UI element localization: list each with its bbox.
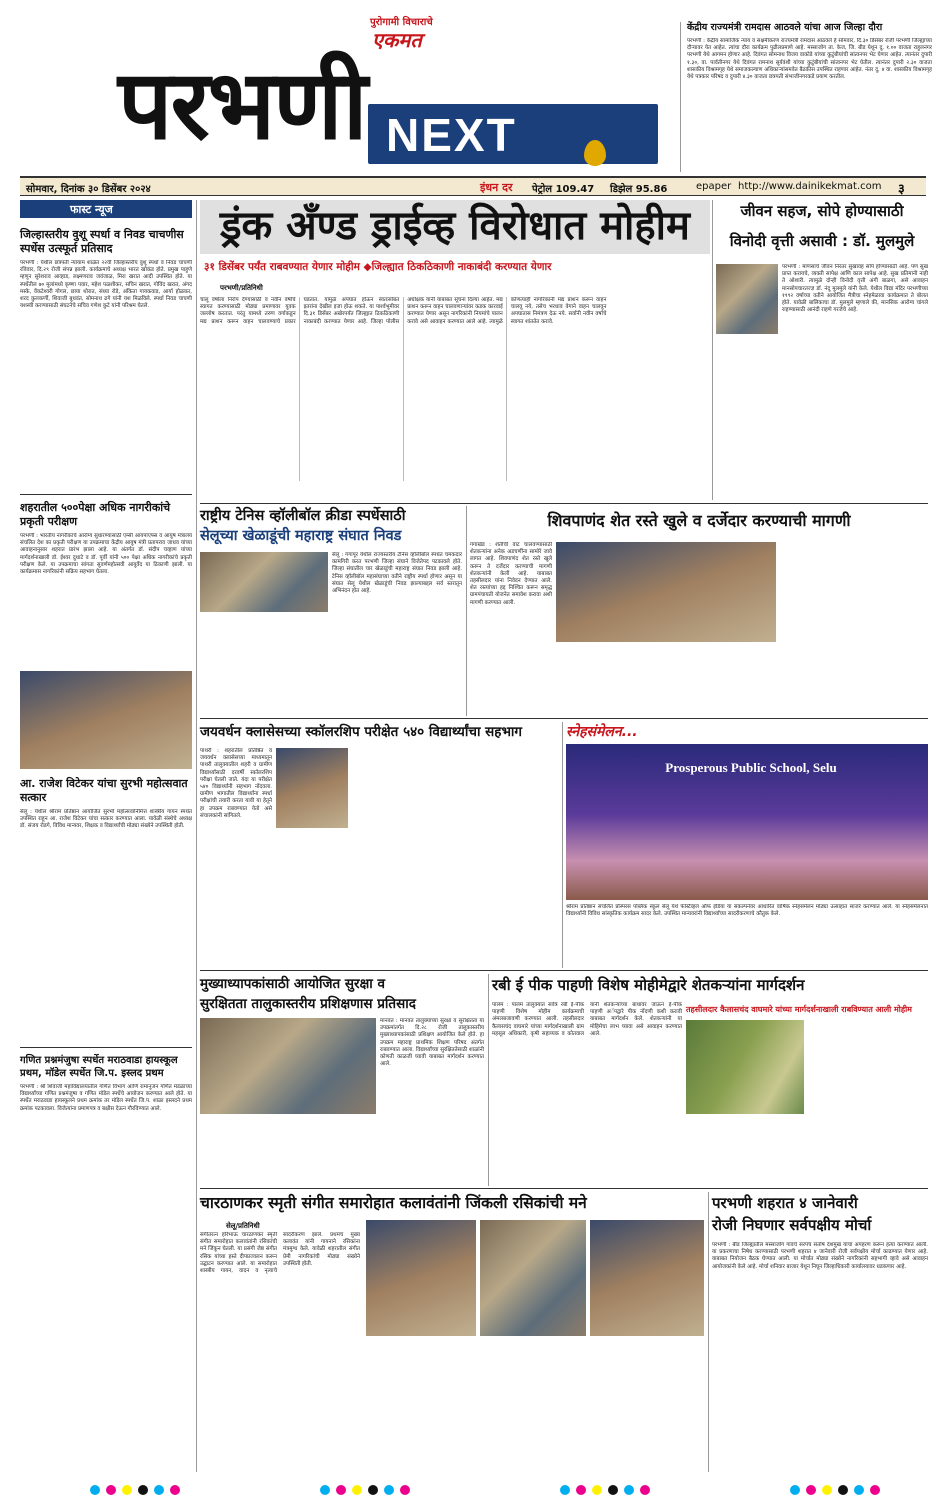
farm-road-body: गंगाखेड : शेतीची वाट चालवण्यासाठी शेतकऱ्यांना अनेक अडचणींना सामोरे जावे लागत आहे. शिवपाणंद शेत रस्ते खुले करून ते दर्जेदार करण्याची मागणी शेतकऱ्यांनी केली आहे. याबाबत तहसीलदार यांना निवेदन देण्यात आले. शेत रस्त्यांच्या हद्द निश्चित करून समृद्ध ग्रामपंचायती योजनेत समावेश करावा अशी मागणी करण्यात आली. <box>470 542 552 606</box>
morcha-headline-2: रोजी निघणार सर्वपक्षीय मोर्चा <box>712 1216 872 1234</box>
doctor-story <box>716 200 928 500</box>
fast-news-body-2: परभणी : भारतीय नागरीकांचे आरोग्य सुधारण्यासाठी एम्सी आयपाएफ्स व आयुष मंत्रालय संचलित देश का प्रकृती परीक्षण या उपक्रमाचा केंद्रीय आयुष मंत्री प्रतापराव जाधव यांच्या आवाहनानुसार शहरात प्रारंभ झाला आहे. या अंतर्गत डॉ. संदीप चव्हाण यांच्या मार्गदर्शनाखाली डॉ. ईश्वर दुधाटे व डॉ. पूर्वी यांनी ५०० पेक्षा अधिक नागरीकांचे प्रकृती परीक्षण केले. या उपक्रमाचा सांगता सुवर्णमहोत्सवी आयुर्वेद या ठिकाणी झाली. या कार्यक्रमास नागरिकांनी सक्रिय सहभाग घेतला. <box>20 533 192 576</box>
tennis-body-cont <box>200 616 462 722</box>
fuel-drop-icon <box>584 140 606 166</box>
rabi-subhead: तहसीलदार कैलासचंद वाघमारे यांच्या मार्गदर्शनाखाली राबविण्यात आली मोहीम <box>686 1005 912 1014</box>
music-photo-3 <box>590 1220 704 1336</box>
masthead-tagline: पुरोगामी विचाराचे <box>370 17 433 28</box>
print-registration-marks-2 <box>320 1480 416 1499</box>
doctor-headline-2: विनोदी वृत्ती असावी : डॉ. मुलमुले <box>729 232 915 250</box>
petrol-rate: पेट्रोल 109.47 <box>532 184 595 195</box>
doctor-headline-1: जीवन सहज, सोपे होण्यासाठी <box>740 202 904 220</box>
lead-subhead: ३१ डिसेंबर पर्यंत राबवण्यात येणार मोहीम ◆जिल्ह्यात ठिकठिकाणी नाकाबंदी करण्यात येणार <box>204 261 552 273</box>
music-photo-1 <box>366 1220 476 1336</box>
farm-road-photo <box>556 542 776 642</box>
scholarship-body: पाथरी : शहरातील प्रतिष्ठित व जयवर्धन क्लासेसच्या माध्यमातून पाथरी तालुक्यातील शहरी व ग्रामीण विद्यार्थ्यांसाठी दरवर्षी स्कॉलरशिप परीक्षा घेतली जाते. यंदा या परीक्षेत ५४० विद्यार्थ्यांनी सहभाग नोंदवला. ग्रामीण भागातील विद्यार्थ्यांना स्पर्धा परीक्षांची तयारी करता यावी या हेतूने हा उपक्रम राबवण्यात येतो असे संचालकांनी सांगितले. <box>200 748 272 819</box>
sneh-label: स्नेहसंमेलन... <box>566 724 638 740</box>
fast-news-label <box>20 200 192 218</box>
training-photo <box>200 1018 376 1114</box>
fast-news-column <box>20 200 192 1472</box>
tennis-body: सेलू : गंगापूर येथील राज्यस्तरीय टेनिस व्हॉलीबॉल स्पर्धेत चमकदार कामगिरी करत परभणी जिल्हा संघाने विजेतेपद पटकावले होते. जिल्हा संघातील चार खेळाडूंची महाराष्ट्र संघात निवड झाली आहे. टेनिस व्हॉलीबॉल महासंघाच्या वतीने राष्ट्रीय स्पर्धा होणार असून या संघात सेलू येथील खेळाडूंची निवड झाल्याबद्दल सर्व स्तरातून अभिनंदन होत आहे. <box>332 552 462 595</box>
training-body-cont <box>200 1118 484 1182</box>
training-body: मानवत : मानवत तालुक्याच्या सुरक्षा व सुरक्षितता या उपक्रमांतर्गत दि.२८ रोजी तालुकास्तरीय मुख्याध्यापकांसाठी प्रशिक्षण आयोजित केले होते. हा उपक्रम महाराष्ट्र प्राथमिक शिक्षण परिषद अंतर्गत राबवण्यात आला. विद्यार्थ्यांच्या सुरक्षिततेसाठी शाळांनी कोणती काळजी घ्यावी याबाबत मार्गदर्शन करण्यात आले. <box>380 1018 484 1068</box>
top-right-body: परभणी : केंद्रीय सामाजिक न्याय व सक्षमीकरण राज्यमंत्री रामदास आठवले हे सोमवार, दि.३० डिसेंबर रोजी परभणी जिल्ह्याच्या दौऱ्यावर येत आहेत. त्यांचा दौरा कार्यक्रम पुढीलप्रमाणे आहे. मस्साजोग ता. केज, जि. बीड येथून दु. १.०० वाजता राहुलनगर परभणी येथे आगमन होणार आहे. दिवंगत सोमनाथ विजय वाकोडे यांच्या कुटुंबीयांची सांत्वनपर भेट घेणार आहेत. त्यानंतर दुपारी १.३०, वा. पार्वतीनगर येथे दिवंगत रामनाथ सूर्यवंशी यांच्या कुटुंबीयांची सांत्वनपर भेट घेतील. त्यानंतर दुपारी २.३० वाजता शासकीय विश्रामगृह येथे समाजकल्याण अधिकाऱ्यांसमवेत बैठकीस उपस्थित राहणार आहेत. नंतर दु. ४ वा. शासकीय विश्रामगृह येथे पत्रकार परिषद व दुपारी ४.३० वाजता छत्रपती संभाजीनगरकडे प्रयाण करतील. <box>687 38 932 81</box>
fast-news-body-1: परभणी : येथील छत्रपती न्यायाम शाळेत २२वी जिल्हास्तरीय वुशू स्पर्धा व निवड चाचणी रविवार, दि.२९ रोजी संपन्न झाली. कार्यक्रमाचे अध्यक्ष भारत खोकंड होते. प्रमुख पाहुणे म्हणून सुरेशराव आव्हाड, लक्ष्मणराव जवंजाळ, मिरा खरात आदी उपस्थित होते. या स्पर्धेतील ७० मुलांमध्ये कृष्णा पवार, महेश पळशीकर, सचिन खरात, गोविंद खरात, अंगद मस्के, वेंकटेश्वरी गोगल, छाया थोरात, संध्या रोडे, अंकिता गायकवाड, आर्या होळकर, शरद कुलकर्णी, शिवाजी बुधवंत, सोमनाथ ढगे यांनी यश मिळविले. स्पर्धा निवड चाचणी यशस्वी करण्यासाठी संघटनेचे सचिव गणेश कुटे यांनी परिश्रम घेतले. <box>20 260 192 310</box>
fast-news-headline-1: जिल्हास्तरीय वुशू स्पर्धा व निवड चाचणीस स्पर्धेस उत्स्फूर्त प्रतिसाद <box>20 228 184 255</box>
top-right-story <box>680 22 932 172</box>
rabi-headline: रबी ई पीक पाहणी विशेष मोहीमेद्वारे शेतकऱ्यांना मार्गदर्शन <box>492 976 805 994</box>
music-body-cont <box>366 1340 704 1468</box>
epaper-url[interactable]: http://www.dainikekmat.com <box>738 181 882 192</box>
fast-news-headline-4: गणित प्रश्नमंजुषा स्पर्धेत मराठवाडा हायस्कूल प्रथम, मॉडेल स्पर्धेत जि.प. इस्लद प्रथम <box>20 1055 178 1079</box>
lead-byline: परभणी/प्रतिनिधी <box>220 284 263 292</box>
crop-field-photo <box>686 1020 804 1114</box>
fast-news-headline-3: आ. राजेश विटेकर यांचा सुरभी महोत्सवात सत्कार <box>20 777 188 804</box>
fuel-label: इंधन दर <box>480 181 513 194</box>
sneh-caption: श्रीराम प्रतिष्ठान संचलित प्रॉस्परस पब्लिक स्कूल सेलू येथे फेस्टिव्हल ऑफ इंडिया या संकल्पनेवर आधारित वार्षिक स्नेहसंमेलन मोठ्या उत्साहात साजरे करण्यात आले. या स्नेहसंमेलनात विद्यार्थ्यांनी विविध सांस्कृतिक कार्यक्रम सादर केले. उपस्थित मान्यवरांनी विद्यार्थ्यांच्या सादरीकरणाचे कौतुक केले. <box>566 904 928 918</box>
masthead <box>0 0 945 178</box>
music-photo-2 <box>480 1220 586 1336</box>
training-headline-2: सुरक्षितता तालुकास्तरीय प्रशिक्षणास प्रतिसाद <box>200 996 416 1012</box>
music-byline: सेलू/प्रतिनिधी <box>226 1222 260 1230</box>
training-story <box>200 974 484 1186</box>
music-headline: चारठाणकर स्मृती संगीत समारोहात कलावंतांनी जिंकली रसिकांची मने <box>200 1194 587 1212</box>
fast-news-body-4: परभणी : श्री शिवाजी महाविद्यालयातील गणित विभाग आणि रामानुजन गणित मंडळाच्या विद्यार्थ्यांच्या गणित प्रश्नमंजुषा व गणित मॉडेल स्पर्धेचे आयोजन करण्यात आले होते. या स्पर्धेत मराठवाडा हायस्कूलने प्रथम क्रमांक तर मॉडेल स्पर्धेत जि.प. शाळा इस्लदने प्रथम क्रमांक पटकावला. विजेत्यांना प्रमाणपत्र व बक्षीस देऊन गौरविण्यात आले. <box>20 1084 192 1112</box>
next-text: NEXT <box>386 109 517 161</box>
top-right-headline: केंद्रीय राज्यमंत्री रामदास आठवले यांचा आज जिल्हा दौरा <box>687 22 883 33</box>
scholarship-photo <box>276 748 348 828</box>
brand-logo: एकमत <box>372 28 422 52</box>
diesel-rate: डिझेल 95.86 <box>610 184 668 195</box>
morcha-story <box>712 1192 928 1472</box>
print-registration-marks-4 <box>790 1480 886 1499</box>
farm-road-story <box>470 506 928 716</box>
scholarship-headline: जयवर्धन क्लासेसच्या स्कॉलरशिप परीक्षेत ५४० विद्यार्थ्यांचा सहभाग <box>200 724 523 740</box>
doctor-photo <box>716 264 778 334</box>
doctor-body: परभणी : माणसाचे जीवन निरंतर सुखावह सोपे होण्यासाठी आहे. पण सुख प्राप्त करायचे, व्यक्ती सापेक्ष आणि काल सापेक्ष आहे. सुख प्रतिमानी नाही ते ओशारी. त्यामुळे दोन्ही विनोदी वृत्ती अंगी बाळगा, असे आवाहन मानसोपचारतज्ज्ञ डॉ. नंदू मुलमुले यांनी केले. येथील विद्या मंदिर परभणीच्या १९९२ वर्षाच्या वतीने आयोजित मैत्रीचा स्नेहमेळावा कार्यक्रमात ते बोलत होते. यावेळी बालिकाचा डॉ. मुलमुले म्हणाले की, मानसिक आरोग्य चांगले राहण्यासाठी आनंदी राहणे गरजेचे आहे. <box>782 264 928 314</box>
lead-headline: ड्रंक अँण्ड ड्राईव्ह विरोधात मोहीम <box>200 200 710 254</box>
issue-date: सोमवार, दिनांक ३० डिसेंबर २०२४ <box>26 184 151 195</box>
scholarship-body-cont <box>352 748 558 908</box>
farm-road-headline: शिवपाणंद शेत रस्ते खुले व दर्जेदार करण्याची मागणी <box>547 511 851 530</box>
training-headline-1: मुख्याध्यापकांसाठी आयोजित सुरक्षा व <box>200 976 385 992</box>
tennis-headline-1: राष्ट्रीय टेनिस व्हॉलीबॉल क्रीडा स्पर्धेसाठी <box>200 508 406 524</box>
school-banner: Prosperous Public School, Selu <box>665 760 837 775</box>
page-number: ३ <box>898 182 905 197</box>
fast-news-body-3: सेलू : येथील श्रीराम प्रतिष्ठान आयोजित सुरभी महोत्सवानिमित्त शास्त्रीय गायन स्पर्धेत उपस्थित राहून आ. राजेश विटेकर यांचा सत्कार करण्यात आला. यावेळी संस्थेचे अध्यक्ष डॉ. संजय रोडगे, विविध मान्यवर, शिक्षक व विद्यार्थ्यांची मोठ्या संख्येने उपस्थिती होती. <box>20 809 192 830</box>
doctor-body-cont <box>716 336 928 496</box>
felicitation-photo <box>20 671 192 769</box>
fast-news-headline-2: शहरातील ५००पेक्षा अधिक नागरीकांचे प्रकृती परीक्षण <box>20 501 171 528</box>
farm-road-body-right <box>780 542 928 712</box>
tennis-headline-2: सेलूच्या खेळाडूंची महाराष्ट्र संघात निवड <box>200 528 402 544</box>
masthead-title: परभणी <box>118 49 366 161</box>
print-registration-marks <box>90 1480 186 1499</box>
morcha-headline-1: परभणी शहरात ४ जानेवारी <box>712 1194 858 1212</box>
lead-story <box>200 200 710 500</box>
date-bar <box>20 176 926 196</box>
lead-body: चालू वर्षाला निरोप देण्यासाठी व नवीन वर्षाचे स्वागत करण्यासाठी मोठ्या प्रमाणावर युवक जल्लोष करतात. परंतु यामध्ये तरुण वर्गाकडून मद्य प्राशन करून वाहन चालवण्याचे प्रकार घडतात. यामुळे अपघात होऊन स्वतःसोबत इतरांना देखील इजा होऊ शकते. या पार्श्वभूमीवर दि.३१ डिसेंबर अखेरपर्यंत जिल्ह्यात ठिकठिकाणी नाकाबंदी करण्यात येणार आहे. जिल्हा पोलीस अधीक्षक यांनी याबाबत सूचना दिल्या आहेत. मद्य प्राशन करून वाहन चालवणाऱ्यांवर कडक कारवाई करण्यात येणार असून नागरिकांनी नियमांचे पालन करावे असे आवाहन करण्यात आले आहे. त्यामुळे कोणत्याही नागरिकांनी मद्य प्राशन करून वाहन चालवू नये, तसेच भरधाव वेगाने वाहन चालवून अपघातास निमंत्रण देऊ नये. सर्वांनी नवीन वर्षाचे स्वागत शांततेत करावे. <box>200 297 607 325</box>
morcha-body: परभणी : बीड जिल्ह्यातील मस्साजोग गावचे सरपंच संतोष देशमुख यांचा अपहरण करून हत्या करण्यात आली. या प्रकरणाचा निषेध करण्यासाठी परभणी शहरात ४ जानेवारी रोजी सर्वपक्षीय मोर्चा काढण्यात येणार आहे. याबाबत नियोजन बैठक घेण्यात आली. या मोर्चात मोठ्या संख्येने नागरिकांनी सहभागी व्हावे असे आवाहन आयोजकांनी केले आहे. मोर्चा शनिवार बाजार येथून निघून जिल्हाधिकारी कार्यालयावर धडकणार आहे. <box>712 1242 928 1270</box>
rabi-story <box>492 974 928 1186</box>
scholarship-story <box>200 722 558 910</box>
rabi-body-right <box>808 1020 928 1180</box>
fast-news-label-text: फास्ट न्यूज <box>70 203 113 216</box>
rabi-body: पालम : पालम तालुक्यात सर्वत्र रबी ई-पीक पाहणी विशेष मोहीम कार्यक्रमाची अंमलबजावणी करण्यात आली. तहसीलदार कैलासचंद वाघमारे यांच्या मार्गदर्शनाखाली ग्राम महसूल अधिकारी, कृषी सहाय्यक व कोतवाल यांनी शेतकऱ्यांच्या बांधावर जाऊन ई-पीक पाहणी अॅपद्वारे पीक नोंदणी कशी करावी याबाबत मार्गदर्शन केले. शेतकऱ्यांनी या मोहिमेचा लाभ घ्यावा असे आवाहन करण्यात आले. <box>492 1002 682 1037</box>
school-event-photo <box>566 744 928 900</box>
music-story <box>200 1192 704 1472</box>
epaper-label: epaper <box>696 181 732 192</box>
print-registration-marks-3 <box>560 1480 656 1499</box>
next-logo <box>368 104 658 164</box>
sneh-story <box>566 722 928 968</box>
tennis-players-photo <box>200 552 328 612</box>
music-body: संगीतरत्न हरिभाऊ चारठाणकर स्मृती संगीत समारोहात कलावंतांनी रसिकांची मने जिंकून घेतली. या प्रसंगी जेष्ठ संगीत रसिक यांच्या हस्ते दीपप्रज्वलन करून उद्घाटन करण्यात आले. या समारोहात शास्त्रीय गायन, वादन व नृत्याचे सादरीकरण झाले. प्रथमच मुख्य कलावंत यांनी गायनाने रसिकांना मंत्रमुग्ध केले. यावेळी शहरातील संगीत प्रेमी नागरिकांची मोठ्या संख्येने उपस्थिती होती. <box>200 1232 360 1275</box>
